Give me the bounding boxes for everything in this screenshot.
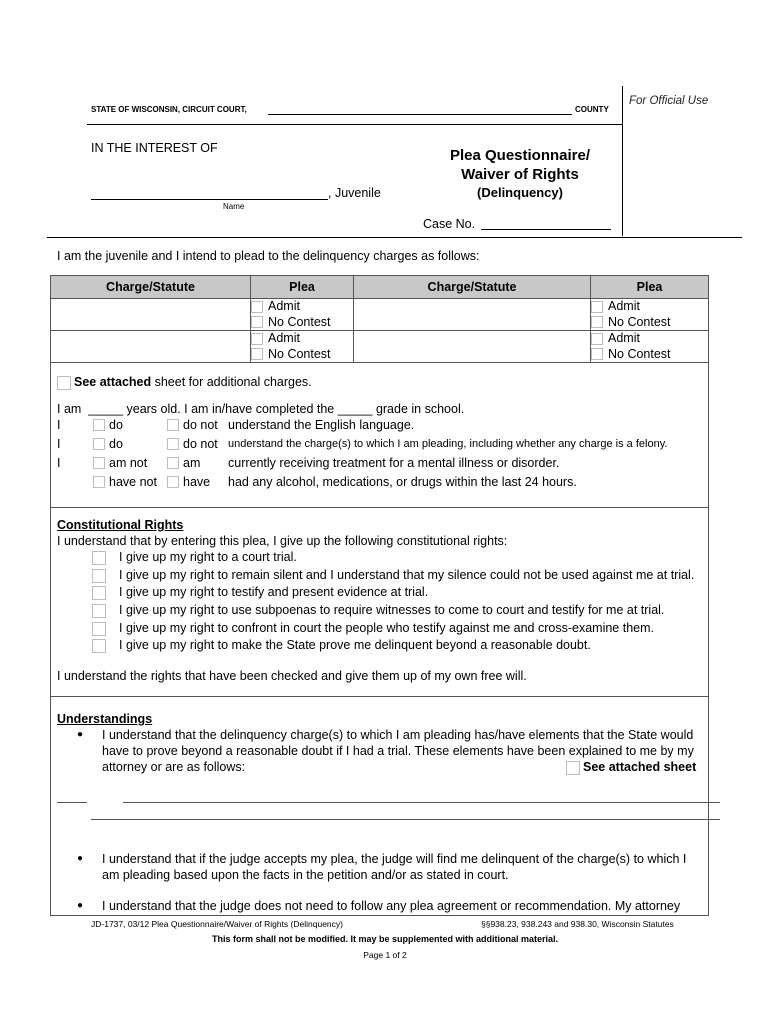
case-no-label: Case No.	[423, 217, 476, 231]
i-label: I	[57, 437, 61, 451]
right-text: I give up my right to use subpoenas to require witnesses to come to court and testify for me at trial.	[119, 603, 665, 617]
admit-checkbox[interactable]	[251, 333, 263, 345]
see-attached-checkbox[interactable]	[57, 376, 71, 390]
am-not-checkbox[interactable]	[93, 457, 105, 469]
no-contest-label: No Contest	[268, 346, 331, 361]
plea-cell	[591, 331, 709, 363]
understanding-3-line-1: I understand that the judge does not need to follow any plea agreement or recommendation. My attorney	[102, 899, 681, 913]
statutes: §§938.23, 938.243 and 938.30, Wisconsin Statutes	[481, 919, 674, 929]
no-contest-label: No Contest	[268, 314, 331, 329]
understandings-heading: Understandings	[57, 712, 153, 726]
am-checkbox[interactable]	[167, 457, 179, 469]
do-label: do	[109, 437, 123, 451]
right-item	[92, 585, 428, 600]
see-attached-sheet	[566, 760, 696, 775]
no-contest-checkbox[interactable]	[591, 348, 603, 360]
right-checkbox[interactable]	[92, 586, 106, 600]
form-title	[420, 146, 620, 202]
see-attached-row	[57, 375, 312, 390]
state-line	[91, 105, 247, 114]
charges-table	[50, 275, 709, 363]
col-charge-2: Charge/Statute	[354, 276, 591, 299]
table-row	[51, 299, 709, 331]
juvenile-name-blank[interactable]	[91, 199, 328, 200]
form-id: JD-1737, 03/12 Plea Questionnaire/Waiver of Rights (Delinquency)	[91, 919, 343, 929]
no-contest-checkbox[interactable]	[251, 348, 263, 360]
charge-cell[interactable]	[354, 299, 591, 331]
intro-text: I am the juvenile and I intend to plead to the delinquency charges as follows:	[57, 249, 480, 263]
table-row	[51, 331, 709, 363]
understanding-2-line-1: I understand that if the judge accepts my plea, the judge will find me delinquent of the charge(s) to which I	[102, 852, 687, 866]
col-plea-1: Plea	[251, 276, 354, 299]
i-label: I	[57, 418, 61, 432]
right-item	[92, 621, 654, 636]
right-text: I give up my right to confront in court the people who testify against me and cross-examine them.	[119, 621, 654, 635]
charge-cell[interactable]	[51, 331, 251, 363]
elements-blank[interactable]	[123, 802, 720, 803]
right-text: I give up my right to a court trial.	[119, 550, 297, 564]
understanding-1-line-1: I understand that the delinquency charge(s) to which I am pleading has/have elements that the State would	[102, 728, 694, 742]
col-charge-1: Charge/Statute	[51, 276, 251, 299]
do-not-label: do not	[183, 418, 218, 432]
substances-text: had any alcohol, medications, or drugs within the last 24 hours.	[228, 475, 577, 489]
juvenile-label: , Juvenile	[328, 186, 381, 200]
right-checkbox[interactable]	[92, 622, 106, 636]
understanding-2-line-2: am pleading based upon the facts in the petition and/or as stated in court.	[102, 868, 509, 882]
case-no-blank[interactable]	[481, 229, 611, 230]
i-label: I	[57, 456, 61, 470]
admit-label: Admit	[268, 331, 300, 345]
right-checkbox[interactable]	[92, 604, 106, 618]
col-plea-2: Plea	[591, 276, 709, 299]
admit-checkbox[interactable]	[591, 301, 603, 313]
right-text: I give up my right to make the State prove me delinquent beyond a reasonable doubt.	[119, 638, 591, 652]
mental-health-text: currently receiving treatment for a mental illness or disorder.	[228, 456, 560, 470]
bullet-icon: ●	[77, 900, 84, 911]
name-caption: Name	[223, 202, 245, 211]
see-attached-sheet-checkbox[interactable]	[566, 761, 580, 775]
am-label: am	[183, 456, 201, 470]
no-contest-label: No Contest	[608, 314, 671, 329]
admit-label: Admit	[268, 299, 300, 313]
charge-cell[interactable]	[51, 299, 251, 331]
bullet-icon: ●	[77, 853, 84, 864]
right-checkbox[interactable]	[92, 639, 106, 653]
english-text: understand the English language.	[228, 418, 415, 432]
age-grade-line: I am _____ years old. I am in/have completed the _____ grade in school.	[57, 402, 465, 416]
do-checkbox[interactable]	[93, 419, 105, 431]
no-contest-checkbox[interactable]	[591, 316, 603, 328]
right-item	[92, 638, 591, 653]
have-label: have	[183, 475, 211, 489]
official-use-label: For Official Use	[629, 95, 709, 107]
admit-label: Admit	[608, 331, 640, 345]
understanding-1-line-3: attorney or are as follows:	[102, 760, 246, 774]
do-not-checkbox[interactable]	[167, 438, 179, 450]
charge-cell[interactable]	[354, 331, 591, 363]
no-contest-checkbox[interactable]	[251, 316, 263, 328]
see-attached-sheet-label: See attached sheet	[583, 760, 697, 774]
interest-of-label: IN THE INTEREST OF	[91, 141, 218, 155]
right-item	[92, 568, 694, 583]
right-text: I give up my right to remain silent and I understand that my silence could not be used against me at trial.	[119, 568, 695, 582]
have-checkbox[interactable]	[167, 476, 179, 488]
plea-cell	[251, 331, 354, 363]
am-not-label: am not	[109, 456, 148, 470]
charges-understand-text: understand the charge(s) to which I am pleading, including whether any charge is a felony.	[228, 438, 668, 450]
plea-cell	[251, 299, 354, 331]
constitutional-heading: Constitutional Rights	[57, 518, 184, 532]
have-not-checkbox[interactable]	[93, 476, 105, 488]
admit-checkbox[interactable]	[591, 333, 603, 345]
elements-blank[interactable]	[57, 802, 87, 803]
admit-checkbox[interactable]	[251, 301, 263, 313]
do-not-checkbox[interactable]	[167, 419, 179, 431]
bullet-icon: ●	[77, 729, 84, 740]
county-blank[interactable]	[268, 114, 572, 115]
title-line-3: (Delinquency)	[477, 185, 563, 200]
right-checkbox[interactable]	[92, 569, 106, 583]
constitutional-intro: I understand that by entering this plea, I give up the following constitutional rights:	[57, 534, 508, 548]
rights-closing: I understand the rights that have been checked and give them up of my own free will.	[57, 669, 527, 683]
see-attached-text: sheet for additional charges.	[151, 375, 312, 389]
no-contest-label: No Contest	[608, 346, 671, 361]
see-attached-bold: See attached	[74, 375, 152, 389]
do-label: do	[109, 418, 123, 432]
do-not-label: do not	[183, 437, 218, 451]
have-not-label: have not	[109, 475, 157, 489]
page-number: Page 1 of 2	[363, 950, 407, 960]
do-checkbox[interactable]	[93, 438, 105, 450]
right-checkbox[interactable]	[92, 551, 106, 565]
title-line-1: Plea Questionnaire/	[449, 147, 591, 164]
admit-label: Admit	[608, 299, 640, 313]
understanding-1-line-2: have to prove beyond a reasonable doubt if I had a trial. These elements have been explained to me by my	[102, 744, 694, 758]
title-line-2: Waiver of Rights	[461, 166, 579, 183]
state-line-prefix: STATE OF WISCONSIN, CIRCUIT COURT,	[91, 105, 247, 114]
elements-blank[interactable]	[91, 819, 720, 820]
right-text: I give up my right to testify and present evidence at trial.	[119, 585, 429, 599]
right-item	[92, 550, 297, 565]
right-item	[92, 603, 664, 618]
no-modify-notice: This form shall not be modified. It may be supplemented with additional material.	[211, 934, 559, 944]
plea-cell	[591, 299, 709, 331]
county-label: COUNTY	[575, 105, 609, 114]
